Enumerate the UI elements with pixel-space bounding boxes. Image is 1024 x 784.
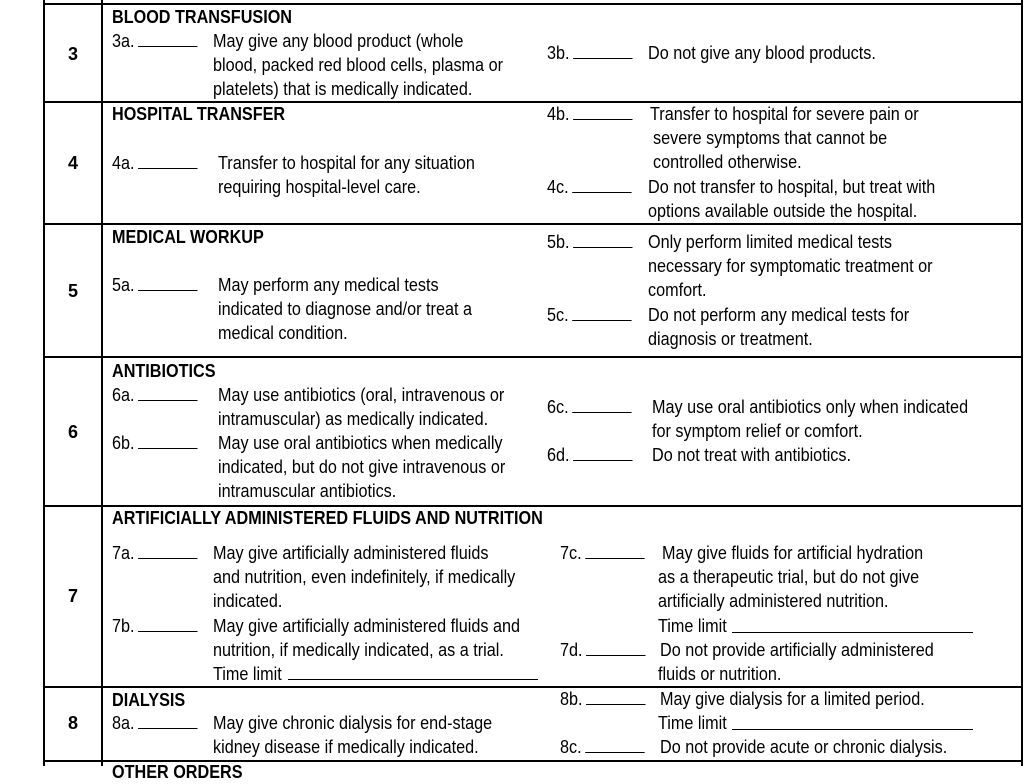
- section-heading: ARTIFICIALLY ADMINISTERED FLUIDS AND NUTRITION: [112, 508, 543, 528]
- option-text: intramuscular antibiotics.: [218, 481, 397, 501]
- option-code-label: 4a.: [112, 153, 135, 173]
- option-code: [112, 711, 198, 735]
- checkbox-blank[interactable]: [573, 102, 632, 120]
- option-text: Do not perform any medical tests for: [648, 305, 910, 325]
- option-text: May give artificially administered fluids and: [213, 616, 521, 636]
- option-text: May use oral antibiotics when medically: [218, 433, 503, 453]
- option-code-label: 6c.: [547, 397, 569, 417]
- option-text: Do not provide acute or chronic dialysis.: [660, 737, 948, 757]
- option-text: controlled otherwise.: [653, 152, 802, 172]
- checkbox-blank[interactable]: [138, 711, 197, 729]
- option-code: [547, 395, 632, 419]
- option-code: [112, 614, 198, 638]
- option-code: [547, 41, 633, 65]
- option-code-label: 7c.: [560, 543, 582, 563]
- option-code-label: 3a.: [112, 31, 135, 51]
- option-code: [112, 151, 198, 175]
- option-code: [560, 687, 646, 711]
- section-heading: MEDICAL WORKUP: [112, 227, 264, 247]
- row-number: 5: [67, 281, 78, 301]
- option-text: Do not provide artificially administered: [660, 640, 934, 660]
- option-text: intramuscular) as medically indicated.: [218, 409, 489, 429]
- option-text: Do not transfer to hospital, but treat with: [648, 177, 936, 197]
- row-number: 8: [67, 713, 78, 733]
- option-text: Do not give any blood products.: [648, 43, 876, 63]
- option-code: [547, 102, 633, 126]
- option-code: [112, 383, 198, 407]
- option-code-label: 7d.: [560, 640, 583, 660]
- option-code-label: 5a.: [112, 275, 135, 295]
- section-heading: DIALYSIS: [112, 690, 186, 710]
- checkbox-blank[interactable]: [572, 175, 631, 193]
- option-text: May use antibiotics (oral, intravenous or: [218, 385, 505, 405]
- time-limit-label: Time limit: [213, 664, 282, 684]
- option-text: May give dialysis for a limited period.: [660, 689, 925, 709]
- option-text: as a therapeutic trial, but do not give: [658, 567, 920, 587]
- option-text: May give chronic dialysis for end-stage: [213, 713, 493, 733]
- option-code: [560, 638, 646, 662]
- row-number: 6: [67, 422, 78, 442]
- checkbox-blank[interactable]: [586, 687, 645, 705]
- option-code: [112, 273, 198, 297]
- option-text: May give fluids for artificial hydration: [662, 543, 924, 563]
- row-number: 4: [67, 153, 78, 173]
- option-code-label: 8b.: [560, 689, 583, 709]
- option-text: fluids or nutrition.: [658, 664, 782, 684]
- option-text: medical condition.: [218, 323, 348, 343]
- option-text: May perform any medical tests: [218, 275, 439, 295]
- time-limit-label: Time limit: [658, 616, 727, 636]
- table-left-border: [43, 0, 45, 766]
- option-code-label: 6b.: [112, 433, 135, 453]
- option-text: requiring hospital-level care.: [218, 177, 421, 197]
- option-text: kidney disease if medically indicated.: [213, 737, 479, 757]
- table-right-border: [1021, 0, 1023, 766]
- section-heading-cutoff: OTHER ORDERS: [112, 762, 243, 782]
- option-text: diagnosis or treatment.: [648, 329, 813, 349]
- option-code-label: 6a.: [112, 385, 135, 405]
- checkbox-blank[interactable]: [138, 151, 197, 169]
- option-text: Do not treat with antibiotics.: [652, 445, 851, 465]
- checkbox-blank[interactable]: [138, 614, 197, 632]
- section-heading: ANTIBIOTICS: [112, 361, 216, 381]
- checkbox-blank[interactable]: [573, 41, 632, 59]
- option-code: [547, 443, 633, 467]
- option-code-label: 6d.: [547, 445, 570, 465]
- checkbox-blank[interactable]: [585, 735, 644, 753]
- option-text: for symptom relief or comfort.: [652, 421, 863, 441]
- option-text: Transfer to hospital for any situation: [218, 153, 475, 173]
- option-text: necessary for symptomatic treatment or: [648, 256, 933, 276]
- option-code: [560, 735, 645, 759]
- option-text: May give any blood product (whole: [213, 31, 464, 51]
- checkbox-blank[interactable]: [138, 29, 197, 47]
- option-text: May use oral antibiotics only when indicated: [652, 397, 969, 417]
- checkbox-blank[interactable]: [573, 230, 632, 248]
- option-code-label: 3b.: [547, 43, 570, 63]
- option-text: May give artificially administered fluids: [213, 543, 489, 563]
- option-text: severe symptoms that cannot be: [653, 128, 888, 148]
- option-text: nutrition, if medically indicated, as a trial.: [213, 640, 504, 660]
- checkbox-blank[interactable]: [572, 395, 631, 413]
- option-code-label: 8c.: [560, 737, 582, 757]
- section-heading: HOSPITAL TRANSFER: [112, 104, 286, 124]
- row-number: 3: [67, 44, 78, 64]
- checkbox-blank[interactable]: [573, 443, 632, 461]
- option-text: options available outside the hospital.: [648, 201, 918, 221]
- option-text: and nutrition, even indefinitely, if medically: [213, 567, 516, 587]
- option-code-label: 5c.: [547, 305, 569, 325]
- time-limit-label: Time limit: [658, 713, 727, 733]
- option-text: platelets) that is medically indicated.: [213, 79, 473, 99]
- checkbox-blank[interactable]: [138, 541, 197, 559]
- checkbox-blank[interactable]: [572, 303, 631, 321]
- option-code-label: 4b.: [547, 104, 570, 124]
- checkbox-blank[interactable]: [586, 638, 645, 656]
- time-limit-field[interactable]: [732, 632, 973, 633]
- option-code-label: 4c.: [547, 177, 569, 197]
- option-code-label: 7a.: [112, 543, 135, 563]
- option-code: [112, 29, 198, 53]
- option-text: blood, packed red blood cells, plasma or: [213, 55, 503, 75]
- option-code-label: 7b.: [112, 616, 135, 636]
- option-code: [547, 303, 632, 327]
- option-text: Transfer to hospital for severe pain or: [650, 104, 919, 124]
- checkbox-blank[interactable]: [585, 541, 644, 559]
- checkbox-blank[interactable]: [138, 273, 197, 291]
- option-code: [112, 541, 198, 565]
- table-column-divider: [101, 0, 103, 766]
- section-heading: BLOOD TRANSFUSION: [112, 7, 292, 27]
- option-code: [112, 431, 198, 455]
- row-divider: [43, 356, 1023, 358]
- row-number: 7: [67, 586, 78, 606]
- option-text: comfort.: [648, 280, 707, 300]
- option-code-label: 8a.: [112, 713, 135, 733]
- option-text: indicated.: [213, 591, 283, 611]
- option-code: [560, 541, 645, 565]
- option-text: indicated to diagnose and/or treat a: [218, 299, 472, 319]
- option-text: Only perform limited medical tests: [648, 232, 892, 252]
- checkbox-blank[interactable]: [138, 383, 197, 401]
- option-code-label: 5b.: [547, 232, 570, 252]
- option-code: [547, 175, 632, 199]
- option-text: indicated, but do not give intravenous or: [218, 457, 506, 477]
- time-limit-field[interactable]: [288, 679, 538, 680]
- time-limit-field[interactable]: [732, 729, 973, 730]
- option-code: [547, 230, 633, 254]
- option-text: artificially administered nutrition.: [658, 591, 889, 611]
- checkbox-blank[interactable]: [138, 431, 197, 449]
